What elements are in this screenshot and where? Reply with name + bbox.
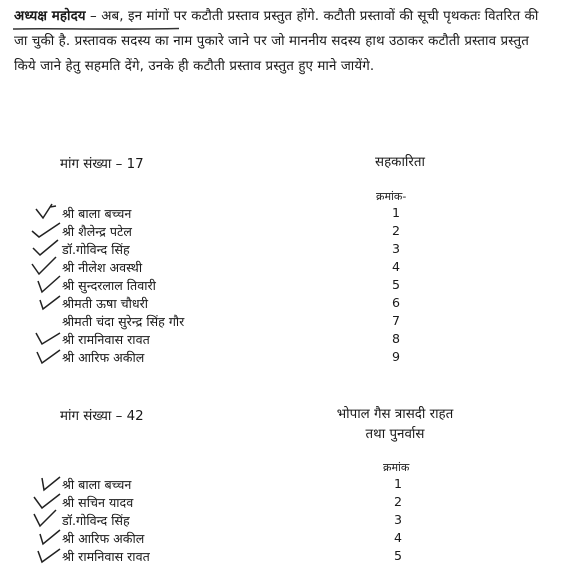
section-title-bhopal-gas bbox=[300, 405, 490, 445]
member-serial: 1 bbox=[393, 476, 402, 491]
member-serial: 4 bbox=[391, 259, 400, 274]
list-item bbox=[0, 223, 561, 241]
section-title-line: सहकारिता bbox=[375, 155, 425, 170]
member-serial: 8 bbox=[391, 331, 400, 346]
member-name: डॉ.गोविन्द सिंह bbox=[62, 513, 130, 528]
member-name: श्री आरिफ अकील bbox=[62, 531, 145, 546]
list-item bbox=[0, 349, 561, 367]
check-mark-icon bbox=[30, 291, 64, 313]
list-item bbox=[0, 295, 561, 313]
list-item bbox=[0, 241, 561, 259]
list-item bbox=[0, 530, 561, 548]
member-serial: 5 bbox=[393, 548, 402, 563]
speaker-dash: – bbox=[85, 9, 102, 24]
member-serial: 6 bbox=[391, 295, 400, 310]
member-name: श्रीमती ऊषा चौधरी bbox=[62, 296, 148, 311]
speaker-label: अध्यक्ष महोदय bbox=[14, 9, 86, 24]
list-item bbox=[0, 259, 561, 277]
check-mark-icon bbox=[30, 345, 64, 367]
intro-text: अब, इन मांगों पर कटौती प्रस्ताव प्रस्तुत होंगे. कटौती प्रस्तावों की सूची पृथकतः वितरित की जा चुकी है. प्रस्तावक सदस्य का नाम पुकारे जाने पर जो माननीय सदस्य हाथ उठाकर कटौती प्रस्ताव प्रस्तुत किये जाने हेतु सहमति देंगे, उनके ही कटौती प्रस्ताव प्रस्तुत हुए माने जायेंगे. bbox=[14, 9, 539, 75]
list-item bbox=[0, 476, 561, 494]
list-item bbox=[0, 548, 561, 566]
list-item bbox=[0, 512, 561, 530]
member-name: श्री नीलेश अवस्थी bbox=[62, 260, 143, 275]
member-serial: 2 bbox=[393, 494, 402, 509]
member-serial: 7 bbox=[391, 313, 400, 328]
member-name: श्री रामनिवास रावत bbox=[62, 332, 150, 347]
demand-number-17: मांग संख्या – 17 bbox=[60, 157, 144, 172]
intro-paragraph bbox=[14, 4, 554, 80]
check-mark-icon bbox=[30, 544, 64, 566]
member-name: श्री सचिन यादव bbox=[62, 495, 134, 510]
list-item bbox=[0, 313, 561, 331]
section-title-sahakarita bbox=[330, 153, 470, 173]
member-name: श्री आरिफ अकील bbox=[62, 350, 145, 365]
section-title-line: भोपाल गैस त्रासदी राहत bbox=[336, 407, 454, 422]
member-name: श्री शैलेन्द्र पटेल bbox=[62, 224, 132, 239]
member-serial: 9 bbox=[391, 349, 400, 364]
section-title-line: तथा पुनर्वास bbox=[365, 427, 425, 442]
serial-label: क्रमांक bbox=[383, 461, 410, 474]
list-item bbox=[0, 494, 561, 512]
member-name: श्री बाला बच्चन bbox=[62, 477, 132, 492]
member-name: श्रीमती चंदा सुरेन्द्र सिंह गौर bbox=[62, 314, 185, 329]
serial-label: क्रमांक- bbox=[376, 190, 407, 203]
member-name: श्री सुन्दरलाल तिवारी bbox=[62, 278, 156, 293]
list-item bbox=[0, 331, 561, 349]
member-serial: 3 bbox=[393, 512, 402, 527]
member-name: श्री रामनिवास रावत bbox=[62, 549, 150, 564]
member-serial: 2 bbox=[391, 223, 400, 238]
handwritten-underline bbox=[12, 27, 180, 31]
list-item bbox=[0, 277, 561, 295]
list-item bbox=[0, 205, 561, 223]
member-serial: 4 bbox=[393, 530, 402, 545]
member-serial: 5 bbox=[391, 277, 400, 292]
demand-number-42: मांग संख्या – 42 bbox=[60, 409, 144, 424]
member-name: श्री बाला बच्चन bbox=[62, 206, 132, 221]
member-serial: 3 bbox=[391, 241, 400, 256]
member-serial: 1 bbox=[391, 205, 400, 220]
member-name: डॉ.गोविन्द सिंह bbox=[62, 242, 130, 257]
